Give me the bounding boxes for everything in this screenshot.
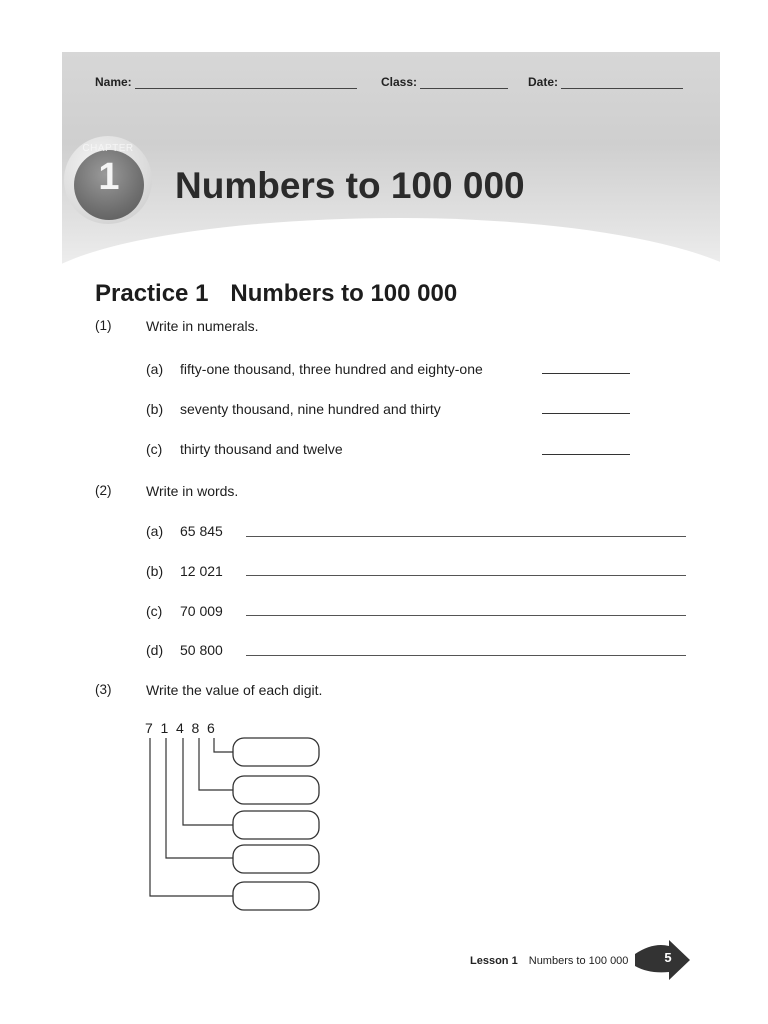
- part-label: (b): [146, 401, 164, 417]
- practice-label: Practice 1: [95, 280, 209, 307]
- page-footer: [470, 955, 628, 967]
- connector-line: [214, 738, 233, 752]
- chapter-number: 1: [98, 156, 120, 198]
- part-text: 65 845: [180, 523, 223, 539]
- digit: 4: [176, 720, 184, 736]
- digit: 8: [191, 720, 200, 736]
- page-number: 5: [664, 950, 672, 965]
- part-label: (c): [146, 603, 163, 619]
- name-label: Name:: [95, 75, 132, 89]
- part-label: (c): [146, 441, 163, 457]
- chapter-badge-label: CHAPTER: [82, 143, 134, 154]
- part-label: (a): [146, 361, 164, 377]
- digit: 6: [207, 720, 215, 736]
- footer-lesson: Lesson 1: [470, 955, 518, 967]
- question-text: Write the value of each digit.: [146, 682, 323, 698]
- answer-box: [233, 811, 319, 839]
- connector-line: [150, 738, 233, 896]
- digit: 7: [145, 720, 153, 736]
- part-label: (a): [146, 523, 164, 539]
- part-text: 70 009: [180, 603, 223, 619]
- answer-box: [233, 845, 319, 873]
- part-label: (b): [146, 563, 164, 579]
- part-label: (d): [146, 642, 164, 658]
- part-text: fifty-one thousand, three hundred and eighty-one: [180, 361, 483, 377]
- practice-title: Numbers to 100 000: [230, 280, 458, 307]
- connector-line: [199, 738, 233, 790]
- question-number: (2): [95, 483, 112, 498]
- answer-box: [233, 776, 319, 804]
- question-text: Write in words.: [146, 483, 239, 499]
- part-text: seventy thousand, nine hundred and thirty: [180, 401, 441, 417]
- footer-topic: Numbers to 100 000: [528, 955, 629, 967]
- class-label: Class:: [381, 75, 418, 89]
- part-text: 12 021: [180, 563, 223, 579]
- answer-box: [233, 738, 319, 766]
- question-number: (3): [95, 682, 112, 697]
- digit: 1: [160, 720, 169, 736]
- question-number: (1): [95, 318, 112, 333]
- part-text: 50 800: [180, 642, 223, 658]
- chapter-title: Numbers to 100 000: [175, 165, 525, 206]
- answer-box: [233, 882, 319, 910]
- part-text: thirty thousand and twelve: [180, 441, 343, 457]
- question-text: Write in numerals.: [146, 318, 259, 334]
- connector-line: [183, 738, 233, 825]
- date-label: Date:: [528, 75, 559, 89]
